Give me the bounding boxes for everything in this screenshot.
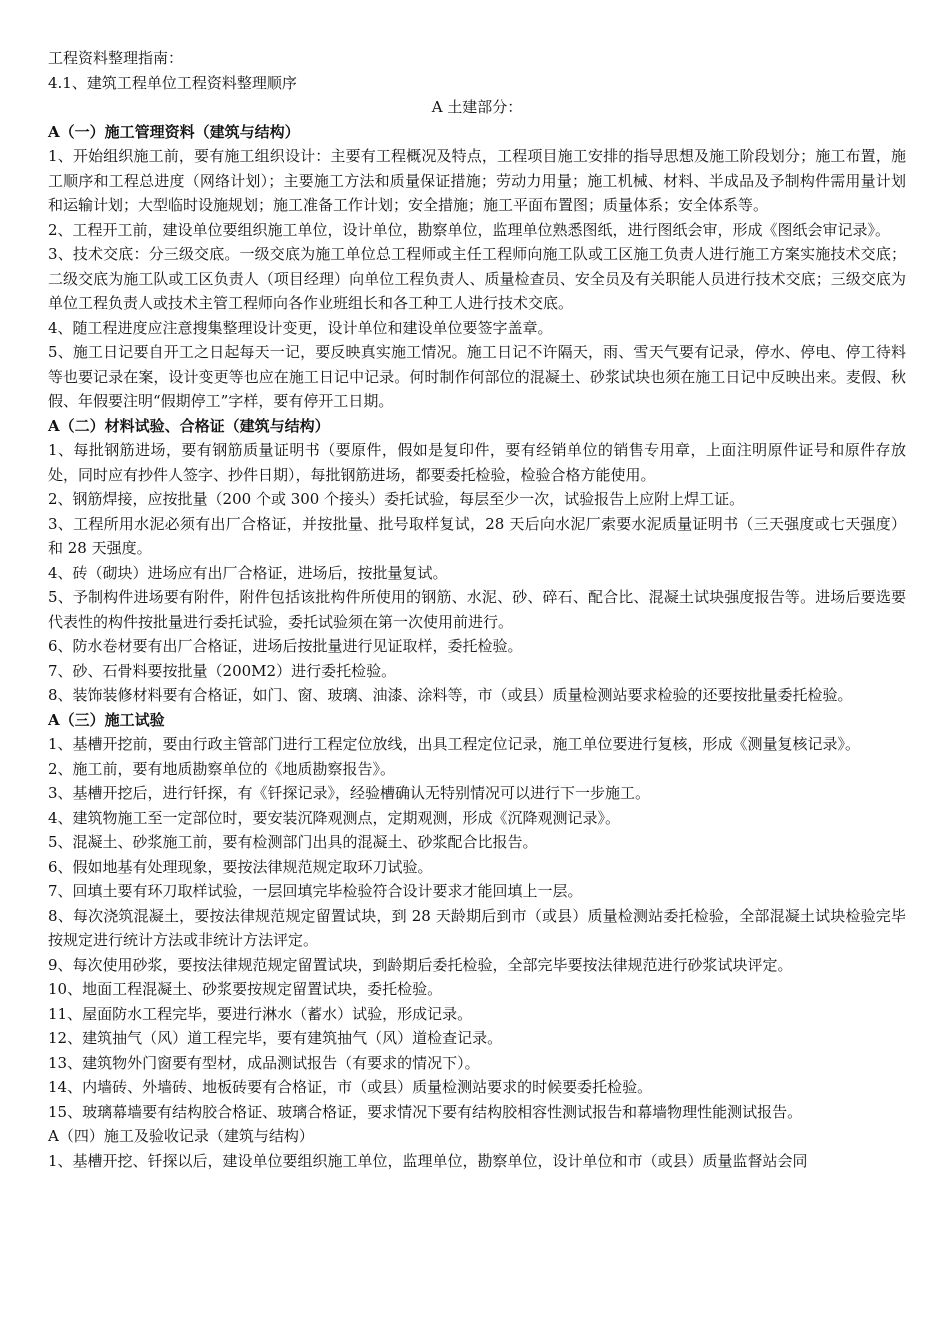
list-item: 2、钢筋焊接，应按批量（200 个或 300 个接头）委托试验，每层至少一次，试验报告上应附上焊工证。 — [48, 490, 745, 508]
list-item: 8、每次浇筑混凝土，要按法律规范规定留置试块，到 28 天龄期后到市（或县）质量检测站委托检验，全部混凝土试块检验完毕按规定进行统计方法或非统计方法评定。 — [48, 906, 906, 949]
section-heading: A（一）施工管理资料（建筑与结构） — [48, 122, 300, 141]
section-4 — [48, 1124, 906, 1173]
list-item: 4、随工程进度应注意搜集整理设计变更，设计单位和建设单位要签字盖章。 — [48, 318, 553, 337]
section-heading: A（二）材料试验、合格证（建筑与结构） — [48, 416, 330, 435]
list-item: 5、混凝土、砂浆施工前，要有检测部门出具的混凝土、砂浆配合比报告。 — [48, 833, 538, 851]
list-item: 1、基槽开挖前，要由行政主管部门进行工程定位放线，出具工程定位记录，施工单位要进行复核，形成《测量复核记录》。 — [48, 735, 861, 753]
list-item: 2、施工前，要有地质勘察单位的《地质勘察报告》。 — [48, 759, 396, 778]
document-subtitle: 4.1、建筑工程单位工程资料整理顺序 — [48, 73, 297, 92]
list-item: 4、砖（砌块）进场应有出厂合格证，进场后，按批量复试。 — [48, 563, 448, 582]
list-item: 14、内墙砖、外墙砖、地板砖要有合格证，市（或县）质量检测站要求的时候要委托检验。 — [48, 1078, 653, 1096]
list-item: 3、基槽开挖后，进行钎探，有《钎探记录》，经验槽确认无特别情况可以进行下一步施工。 — [48, 784, 651, 802]
list-item: 3、技术交底：分三级交底。一级交底为施工单位总工程师或主任工程师向施工队或工区施工负责人进行施工方案实施技术交底；二级交底为施工队或工区负责人（项目经理）向单位工程负责人、质量检查员、安全员及有关职能人员进行技术交底；三级交底为单位工程负责人或技术主管工程师向各作业班组长和各工种工人进行技术交底。 — [48, 245, 906, 312]
section-1 — [48, 120, 906, 414]
list-item: 4、建筑物施工至一定部位时，要安装沉降观测点，定期观测，形成《沉降观测记录》。 — [48, 808, 621, 827]
list-item: 1、开始组织施工前，要有施工组织设计：主要有工程概况及特点，工程项目施工安排的指导思想及施工阶段划分；施工布置，施工顺序和工程总进度（网络计划）；主要施工方法和质量保证措施；劳动力用量；施工机械、材料、半成品及予制构件需用量计划和运输计划；大型临时设施规划；施工准备工作计划；安全措施；施工平面布置图；质量体系；安全体系等。 — [48, 147, 906, 214]
list-item: 12、建筑抽气（风）道工程完毕，要有建筑抽气（风）道检查记录。 — [48, 1029, 503, 1047]
section-heading: A（四）施工及验收记录（建筑与结构） — [48, 1127, 314, 1145]
list-item: 3、工程所用水泥必须有出厂合格证，并按批量、批号取样复试，28 天后向水泥厂索要水泥质量证明书（三天强度或七天强度）和 28 天强度。 — [48, 514, 906, 557]
list-item: 5、施工日记要自开工之日起每天一记，要反映真实施工情况。施工日记不许隔天，雨、雪天气要有记录，停水、停电、停工待料等也要记录在案，设计变更等也应在施工日记中记录。何时制作何部位的混凝土、砂浆试块也须在施工日记中反映出来。麦假、秋假、年假要注明“假期停工”字样，要有停开工日期。 — [48, 343, 906, 410]
list-item: 7、砂、石骨料要按批量（200M2）进行委托检验。 — [48, 661, 397, 680]
list-item: 13、建筑物外门窗要有型材，成品测试报告（有要求的情况下）。 — [48, 1053, 480, 1072]
list-item: 15、玻璃幕墙要有结构胶合格证、玻璃合格证，要求情况下要有结构胶相容性测试报告和幕墙物理性能测试报告。 — [48, 1102, 803, 1121]
section-heading: A（三）施工试验 — [48, 710, 165, 729]
list-item: 8、装饰装修材料要有合格证，如门、窗、玻璃、油漆、涂料等，市（或县）质量检测站要求检验的还要按批量委托检验。 — [48, 686, 853, 704]
list-item: 6、假如地基有处理现象，要按法律规范规定取环刀试验。 — [48, 857, 433, 876]
list-item: 1、每批钢筋进场，要有钢筋质量证明书（要原件，假如是复印件，要有经销单位的销售专用章，上面注明原件证号和原件存放处，同时应有抄件人签字、抄件日期），每批钢筋进场，都要委托检验，检验合格方能使用。 — [48, 441, 906, 484]
part-heading: A 土建部分： — [431, 98, 523, 116]
list-item: 2、工程开工前，建设单位要组织施工单位，设计单位，勘察单位，监理单位熟悉图纸，进行图纸会审，形成《图纸会审记录》。 — [48, 220, 891, 239]
list-item: 1、基槽开挖、钎探以后，建设单位要组织施工单位，监理单位，勘察单位，设计单位和市（或县）质量监督站会同 — [48, 1151, 808, 1170]
document-title: 工程资料整理指南： — [48, 49, 184, 67]
list-item: 11、屋面防水工程完毕，要进行淋水（蓄水）试验，形成记录。 — [48, 1004, 473, 1023]
list-item: 7、回填土要有环刀取样试验，一层回填完毕检验符合设计要求才能回填上一层。 — [48, 882, 583, 900]
list-item: 10、地面工程混凝土、砂浆要按规定留置试块，委托检验。 — [48, 980, 443, 998]
section-2 — [48, 414, 906, 708]
list-item: 6、防水卷材要有出厂合格证，进场后按批量进行见证取样，委托检验。 — [48, 637, 523, 655]
section-3 — [48, 708, 906, 1125]
list-item: 9、每次使用砂浆，要按法律规范规定留置试块，到龄期后委托检验，全部完毕要按法律规范进行砂浆试块评定。 — [48, 955, 793, 974]
list-item: 5、予制构件进场要有附件，附件包括该批构件所使用的钢筋、水泥、砂、碎石、配合比、混凝土试块强度报告等。进场后要选要代表性的构件按批量进行委托试验，委托试验须在第一次使用前进行。 — [48, 588, 906, 631]
